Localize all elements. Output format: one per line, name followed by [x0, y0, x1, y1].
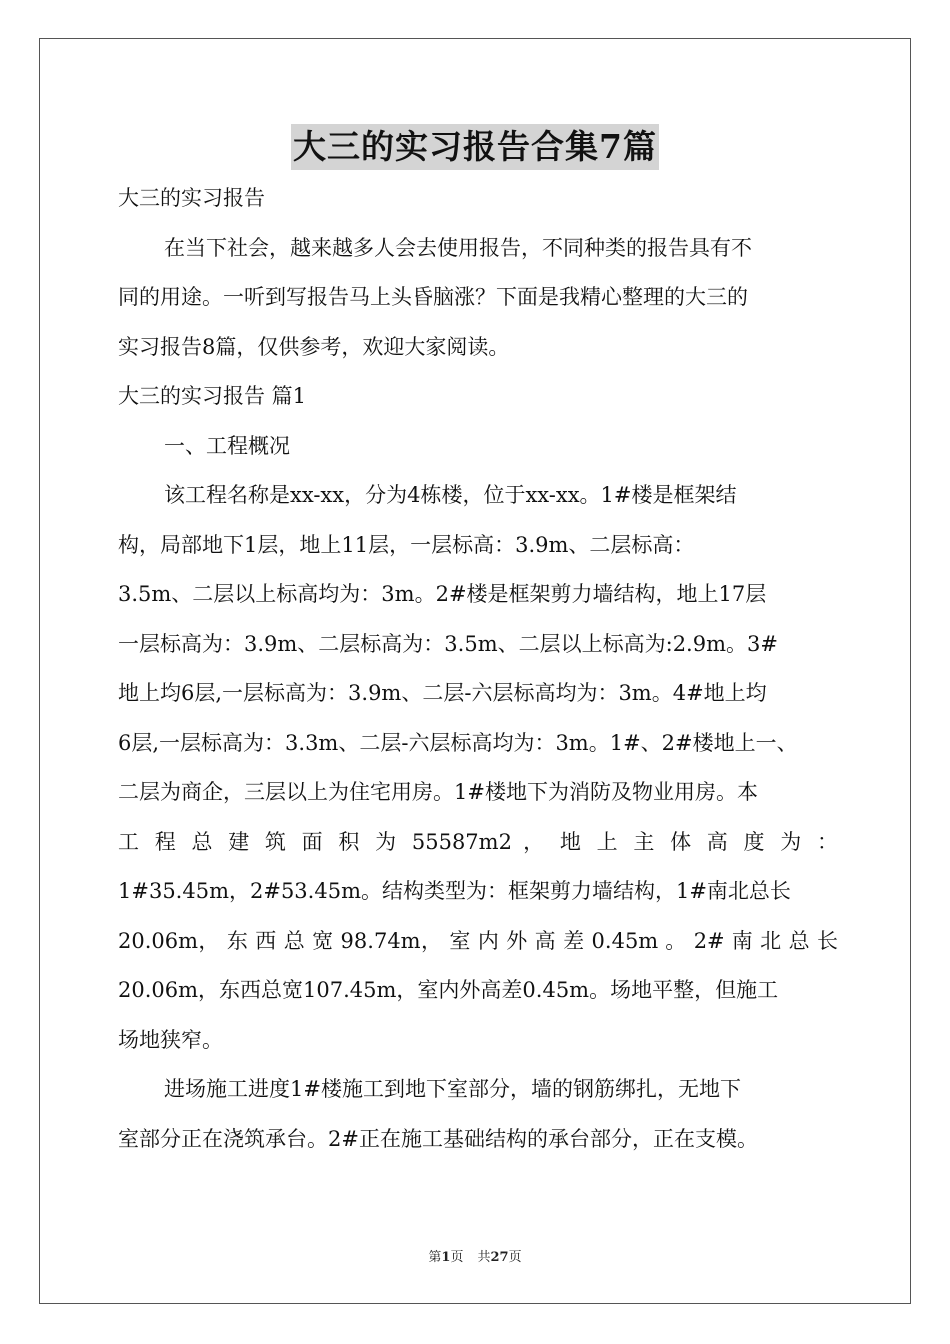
- title-wrap: [0, 124, 950, 170]
- footer-total-suffix: 页: [508, 1250, 522, 1265]
- text-line: 大三的实习报告: [118, 186, 265, 210]
- footer-total-prefix: 共: [477, 1250, 491, 1265]
- text-line: 实习报告8篇，仅供参考，欢迎大家阅读。: [118, 334, 510, 359]
- footer-page-number: 1: [441, 1250, 451, 1265]
- text-line: 1#35.45m，2#53.45m。结构类型为：框架剪力墙结构，1#南北总长: [118, 879, 791, 903]
- document-title: 大三的实习报告合集7篇: [291, 124, 659, 170]
- text-line: 一层标高为：3.9m、二层标高为：3.5m、二层以上标高为:2.9m。3#: [118, 631, 778, 656]
- text-line: 进场施工进度1#楼施工到地下室部分，墙的钢筋绑扎，无地下: [164, 1077, 741, 1101]
- text-line: 20.06m， 东 西 总 宽 98.74m， 室 内 外 高 差 0.45m 。 2# 南 北 总 长: [118, 928, 838, 953]
- footer-total-pages: 27: [490, 1250, 509, 1265]
- text-line: 构，局部地下1层，地上11层，一层标高：3.9m、二层标高：: [118, 532, 695, 557]
- page-footer: [0, 1246, 950, 1265]
- text-line: 地上均6层,一层标高为：3.9m、二层-六层标高均为：3m。4#地上均: [118, 681, 767, 705]
- text-line: 该工程名称是xx-xx，分为4栋楼，位于xx-xx。1#楼是框架结: [164, 483, 737, 507]
- text-line: 一、工程概况: [164, 433, 290, 458]
- text-line: 大三的实习报告 篇1: [118, 384, 307, 408]
- text-line: 3.5m、二层以上标高均为：3m。2#楼是框架剪力墙结构，地上17层: [118, 582, 767, 606]
- text-line: 在当下社会，越来越多人会去使用报告，不同种类的报告具有不: [164, 235, 752, 260]
- text-line: 场地狭窄。: [118, 1027, 223, 1052]
- text-line: 20.06m，东西总宽107.45m，室内外高差0.45m。场地平整，但施工: [118, 978, 779, 1002]
- document-body: [118, 174, 838, 1164]
- text-line: 同的用途。一听到写报告马上头昏脑涨？下面是我精心整理的大三的: [118, 285, 748, 309]
- text-line: 工 程 总 建 筑 面 积 为 55587m2 ， 地 上 主 体 高 度 为 ：: [118, 829, 838, 854]
- footer-page-suffix: 页: [450, 1250, 464, 1265]
- text-line: 6层,一层标高为：3.3m、二层-六层标高均为：3m。1#、2#楼地上一、: [118, 730, 798, 755]
- text-line: 室部分正在浇筑承台。2#正在施工基础结构的承台部分，正在支模。: [118, 1126, 758, 1151]
- footer-page-prefix: 第: [428, 1250, 442, 1265]
- text-line: 二层为商企，三层以上为住宅用房。1#楼地下为消防及物业用房。本: [118, 780, 758, 804]
